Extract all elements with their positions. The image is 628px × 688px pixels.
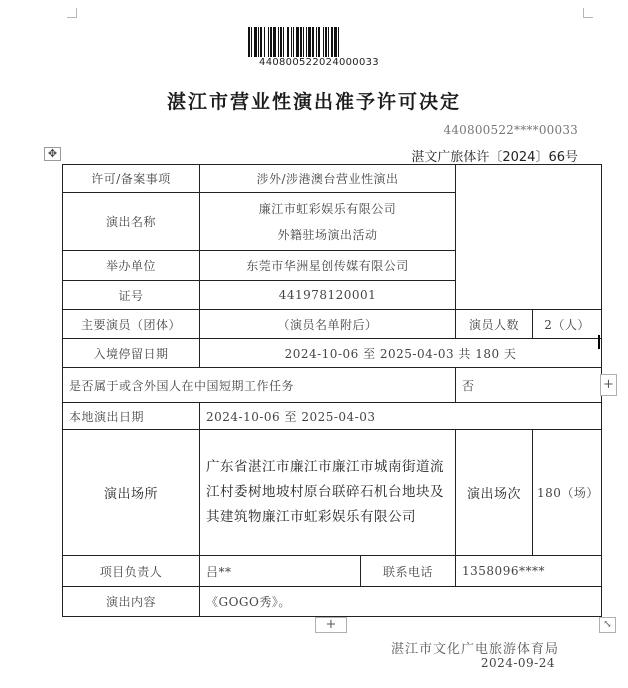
table-move-handle-icon[interactable]: ✥ (44, 147, 61, 161)
add-column-button[interactable]: + (600, 374, 617, 396)
entry-date-label: 入境停留日期 (63, 339, 200, 368)
show-name-line2: 外籍驻场演出活动 (277, 227, 378, 242)
item-label: 许可/备案事项 (63, 165, 200, 193)
table-row (63, 165, 602, 193)
issue-date: 2024-09-24 (480, 656, 555, 670)
sessions-value: 180（场） (533, 430, 602, 556)
permit-number: 湛文广旅体许〔2024〕66号 (411, 150, 578, 165)
item-value: 涉外/涉港澳台营业性演出 (200, 165, 456, 193)
table-row (63, 310, 602, 339)
permit-table (62, 164, 602, 617)
document-code: 440800522****00033 (443, 123, 578, 137)
table-row (63, 587, 602, 617)
table-resize-icon[interactable]: ⤡ (599, 617, 616, 633)
venue-label: 演出场所 (63, 430, 200, 556)
page-corner-mark-right (583, 8, 593, 18)
text-cursor (598, 335, 600, 349)
manager-value: 吕** (200, 556, 361, 587)
table-row (63, 403, 602, 430)
performers-label: 主要演员（团体） (63, 310, 200, 339)
content-label: 演出内容 (63, 587, 200, 617)
barcode (248, 27, 390, 57)
performers-value: （演员名单附后） (200, 310, 456, 339)
issuing-authority: 湛江市文化广电旅游体育局 (390, 642, 559, 657)
table-row (63, 430, 602, 556)
show-name-value (200, 193, 456, 251)
license-value: 441978120001 (200, 281, 456, 310)
entry-date-value: 2024-10-06 至 2025-04-03 共 180 天 (200, 339, 602, 368)
table-row (63, 368, 602, 403)
page-corner-mark-left (67, 8, 77, 18)
manager-label: 项目负责人 (63, 556, 200, 587)
show-name-line1: 廉江市虹彩娱乐有限公司 (258, 201, 397, 216)
license-label: 证号 (63, 281, 200, 310)
barcode-number: 440800522024000033 (259, 57, 379, 68)
content-value: 《GOGO秀》。 (200, 587, 602, 617)
add-row-button[interactable]: + (315, 617, 347, 633)
organizer-label: 举办单位 (63, 251, 200, 281)
sessions-label: 演出场次 (456, 430, 533, 556)
show-name-label: 演出名称 (63, 193, 200, 251)
performer-count-value: 2（人） (533, 310, 602, 339)
table-row (63, 556, 602, 587)
phone-value: 1358096**** (456, 556, 602, 587)
organizer-value: 东莞市华洲星创传媒有限公司 (200, 251, 456, 281)
local-date-value: 2024-10-06 至 2025-04-03 (200, 403, 602, 430)
performer-count-label: 演员人数 (456, 310, 533, 339)
foreign-work-value: 否 (456, 368, 602, 403)
document-title: 湛江市营业性演出准予许可决定 (166, 91, 461, 113)
blank-cell (456, 165, 602, 310)
table-row (63, 339, 602, 368)
venue-value: 广东省湛江市廉江市廉江市城南街道流江村委树地坡村原台联碎石机台地块及其建筑物廉江市虹彩娱乐有限公司 (200, 430, 456, 556)
foreign-work-label: 是否属于或含外国人在中国短期工作任务 (63, 368, 456, 403)
local-date-label: 本地演出日期 (63, 403, 200, 430)
phone-label: 联系电话 (361, 556, 456, 587)
